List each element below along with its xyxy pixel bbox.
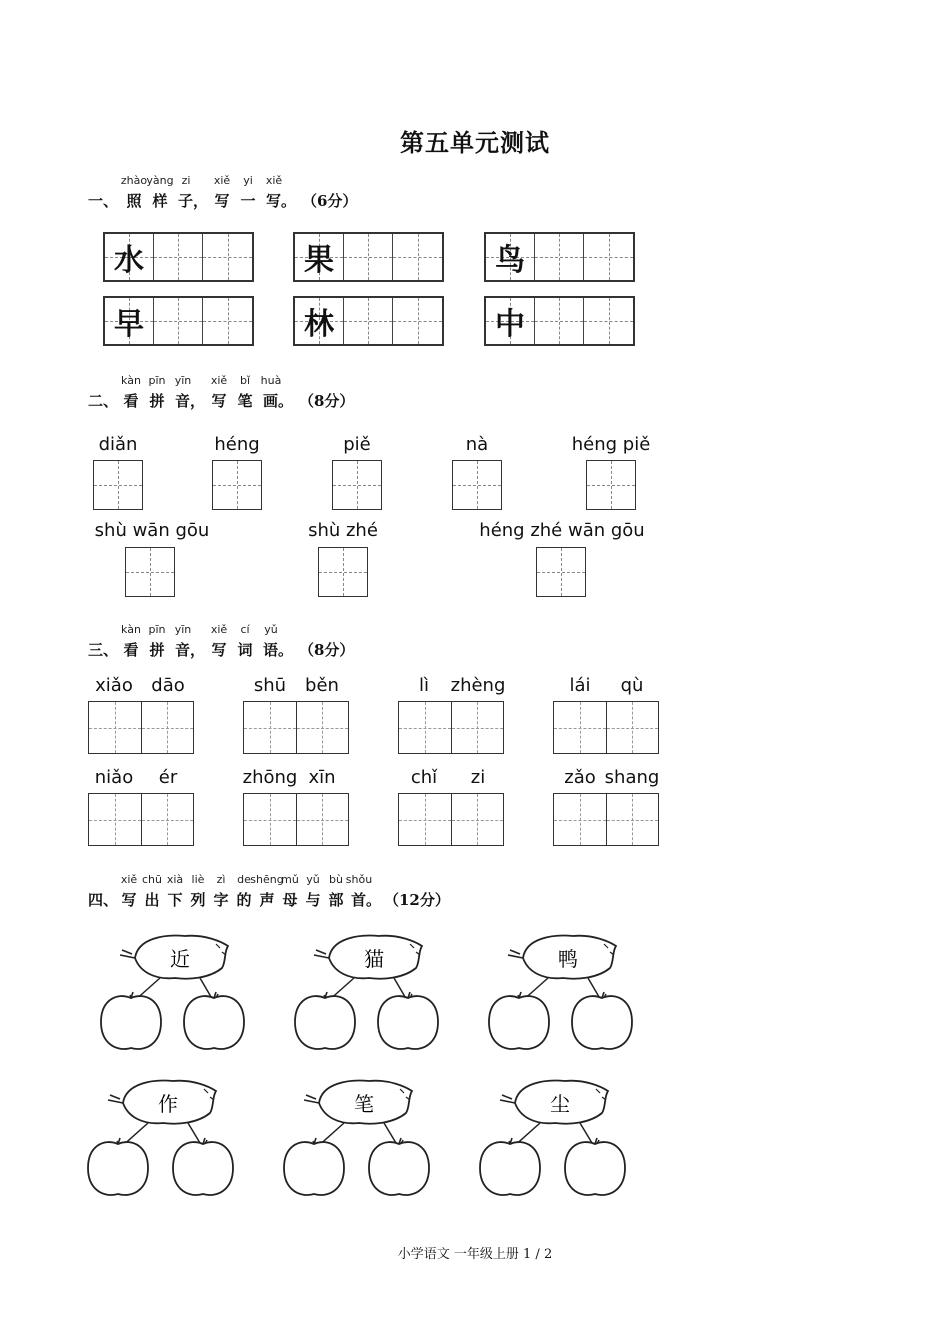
- pinyin-annotation: xiě: [265, 174, 283, 187]
- word-pinyin-1: zhōng: [242, 767, 298, 788]
- copy-grid[interactable]: [484, 296, 635, 346]
- heading-character: 列: [190, 891, 206, 909]
- pinyin-annotation: liè: [191, 873, 205, 886]
- heading-character: 字: [213, 891, 229, 909]
- leaf-character: 近: [170, 947, 190, 971]
- pinyin-annotation: shǒu: [345, 873, 373, 886]
- pinyin-annotation: yǔ: [306, 873, 320, 886]
- pinyin-annotation: kàn: [121, 374, 141, 387]
- heading-character: 部: [328, 891, 344, 909]
- pinyin-annotation: bù: [329, 873, 343, 886]
- score: （6分）: [302, 192, 358, 210]
- stroke-box[interactable]: [318, 547, 368, 597]
- word-pinyin-1: lái: [569, 675, 591, 696]
- heading-character: 子，: [177, 192, 209, 210]
- heading-character: 拼: [149, 392, 165, 410]
- question-number: 四、: [88, 891, 119, 909]
- grid-cell[interactable]: [584, 298, 633, 344]
- stroke-box[interactable]: [536, 547, 586, 597]
- heading-character: 音，: [174, 392, 206, 410]
- grid-cell[interactable]: [344, 234, 393, 280]
- heading-character: 母: [282, 891, 298, 909]
- sample-character: 鸟: [495, 243, 525, 278]
- heading-character: 的: [236, 891, 252, 909]
- heading-character: 写: [211, 392, 227, 410]
- page-title: 第五单元测试: [400, 128, 550, 157]
- grid-cell[interactable]: [203, 234, 252, 280]
- word-grid[interactable]: [88, 793, 194, 846]
- pinyin-annotation: yi: [243, 174, 253, 187]
- pinyin-annotation: xiě: [210, 623, 228, 636]
- grid-cell[interactable]: [535, 298, 584, 344]
- pinyin-annotation: cí: [240, 623, 250, 636]
- heading-character: 看: [123, 641, 139, 659]
- stroke-pinyin: héng zhé wān gōu: [479, 520, 645, 541]
- word-pinyin-1: niǎo: [94, 767, 134, 788]
- heading-character: 一: [240, 192, 256, 210]
- word-pinyin-1: chǐ: [410, 767, 438, 788]
- leaf-group: [88, 1081, 233, 1195]
- pinyin-annotation: huà: [260, 374, 282, 387]
- heading-character: 照: [126, 192, 142, 210]
- word-pinyin-1: shū: [253, 675, 287, 696]
- score: （8分）: [299, 392, 355, 410]
- pinyin-annotation: yǔ: [264, 623, 278, 636]
- grid-cell: [105, 298, 154, 344]
- word-pinyin-2: dāo: [151, 675, 185, 696]
- stroke-pinyin: piě: [343, 434, 371, 455]
- pinyin-annotation: zhào: [120, 174, 148, 187]
- heading-character: 首。: [350, 891, 382, 909]
- word-pinyin-1: zǎo: [564, 767, 596, 788]
- grid-cell[interactable]: [154, 234, 203, 280]
- heading-character: 下: [167, 891, 183, 909]
- word-grid[interactable]: [398, 793, 504, 846]
- question-number: 二、: [88, 392, 119, 410]
- pinyin-annotation: bǐ: [239, 374, 251, 387]
- word-pinyin-2: qù: [620, 675, 644, 696]
- pinyin-annotation: pīn: [148, 374, 166, 387]
- stroke-box[interactable]: [93, 460, 143, 510]
- score: （8分）: [299, 641, 355, 659]
- leaf-character: 笔: [354, 1092, 374, 1116]
- sample-character: 早: [114, 307, 144, 342]
- question-number: 三、: [88, 641, 119, 659]
- pinyin-annotation: xiě: [213, 174, 231, 187]
- sample-character: 水: [114, 243, 144, 278]
- word-grid[interactable]: [243, 793, 349, 846]
- heading-character: 笔: [237, 392, 253, 410]
- pinyin-annotation: zi: [181, 174, 191, 187]
- leaf-character: 作: [158, 1092, 178, 1116]
- heading-character: 看: [123, 392, 139, 410]
- heading-character: 样: [152, 192, 168, 210]
- stroke-pinyin: diǎn: [98, 434, 138, 455]
- heading-character: 与: [305, 891, 321, 909]
- page-footer: 小学语文 一年级上册 1 / 2: [397, 1247, 553, 1262]
- heading-character: 声: [259, 891, 275, 909]
- word-grid[interactable]: [553, 793, 659, 846]
- copy-grid[interactable]: [103, 296, 254, 346]
- leaf-group: [480, 1081, 625, 1195]
- word-pinyin-2: běn: [305, 675, 339, 696]
- grid-cell[interactable]: [535, 234, 584, 280]
- leaf-character: 鸭: [558, 947, 578, 971]
- pinyin-annotation: chū: [142, 873, 162, 886]
- heading-character: 出: [144, 891, 160, 909]
- leaf-character: 尘: [550, 1092, 570, 1116]
- stroke-box[interactable]: [586, 460, 636, 510]
- question-number: 一、: [88, 192, 119, 210]
- stroke-box[interactable]: [125, 547, 175, 597]
- leaf-group: [295, 936, 438, 1049]
- leaf-apple-illustrations: [0, 920, 720, 1210]
- stroke-box[interactable]: [212, 460, 262, 510]
- leaf-character: 猫: [364, 947, 384, 971]
- copy-grid[interactable]: [103, 232, 254, 282]
- grid-cell[interactable]: [584, 234, 633, 280]
- grid-cell[interactable]: [154, 298, 203, 344]
- word-grid[interactable]: [243, 701, 349, 754]
- word-pinyin-2: zi: [470, 767, 486, 788]
- grid-cell[interactable]: [393, 234, 442, 280]
- sample-character: 林: [304, 307, 334, 342]
- pinyin-annotation: xiě: [210, 374, 228, 387]
- heading-character: 写。: [265, 192, 297, 210]
- word-pinyin-2: xīn: [308, 767, 336, 788]
- pinyin-annotation: yīn: [174, 623, 192, 636]
- pinyin-annotation: xià: [166, 873, 184, 886]
- grid-cell: [486, 298, 535, 344]
- leaf-group: [489, 936, 632, 1049]
- stroke-pinyin: héng: [214, 434, 260, 455]
- grid-cell[interactable]: [203, 298, 252, 344]
- apple-blank[interactable]: [184, 992, 244, 1049]
- heading-character: 语。: [262, 641, 294, 659]
- stroke-pinyin: héng piě: [571, 434, 651, 455]
- stroke-box[interactable]: [452, 460, 502, 510]
- sample-character: 中: [495, 307, 525, 342]
- pinyin-annotation: yīn: [174, 374, 192, 387]
- pinyin-annotation: zì: [216, 873, 226, 886]
- pinyin-annotation: yàng: [146, 174, 174, 187]
- stroke-box[interactable]: [332, 460, 382, 510]
- word-pinyin-2: shang: [604, 767, 660, 788]
- grid-cell: [295, 298, 344, 344]
- heading-character: 写: [214, 192, 230, 210]
- stroke-pinyin: shù wān gōu: [94, 520, 210, 541]
- word-pinyin-1: lì: [418, 675, 430, 696]
- grid-cell[interactable]: [393, 298, 442, 344]
- score: （12分）: [384, 891, 450, 909]
- word-grid[interactable]: [553, 701, 659, 754]
- heading-character: 音，: [174, 641, 206, 659]
- heading-character: 画。: [262, 392, 294, 410]
- grid-cell: [295, 234, 344, 280]
- pinyin-annotation: de: [237, 873, 251, 886]
- grid-cell: [105, 234, 154, 280]
- pinyin-annotation: mǔ: [281, 873, 299, 886]
- pinyin-annotation: pīn: [148, 623, 166, 636]
- apple-blank[interactable]: [101, 992, 161, 1049]
- word-pinyin-2: zhèng: [450, 675, 506, 696]
- word-pinyin-1: xiǎo: [95, 675, 133, 696]
- stroke-pinyin: shù zhé: [308, 520, 378, 541]
- word-pinyin-2: ér: [158, 767, 178, 788]
- heading-character: 拼: [149, 641, 165, 659]
- grid-cell: [486, 234, 535, 280]
- word-grid[interactable]: [88, 701, 194, 754]
- copy-grid[interactable]: [484, 232, 635, 282]
- grid-cell[interactable]: [344, 298, 393, 344]
- copy-grid[interactable]: [293, 232, 444, 282]
- leaf-group: [284, 1081, 429, 1195]
- heading-character: 写: [211, 641, 227, 659]
- word-grid[interactable]: [398, 701, 504, 754]
- heading-character: 写: [121, 891, 137, 909]
- pinyin-annotation: shēng: [250, 873, 284, 886]
- pinyin-annotation: xiě: [120, 873, 138, 886]
- leaf-group: [101, 936, 244, 1049]
- copy-grid[interactable]: [293, 296, 444, 346]
- pinyin-annotation: kàn: [121, 623, 141, 636]
- heading-character: 词: [237, 641, 253, 659]
- stroke-pinyin: nà: [465, 434, 489, 455]
- sample-character: 果: [304, 243, 334, 278]
